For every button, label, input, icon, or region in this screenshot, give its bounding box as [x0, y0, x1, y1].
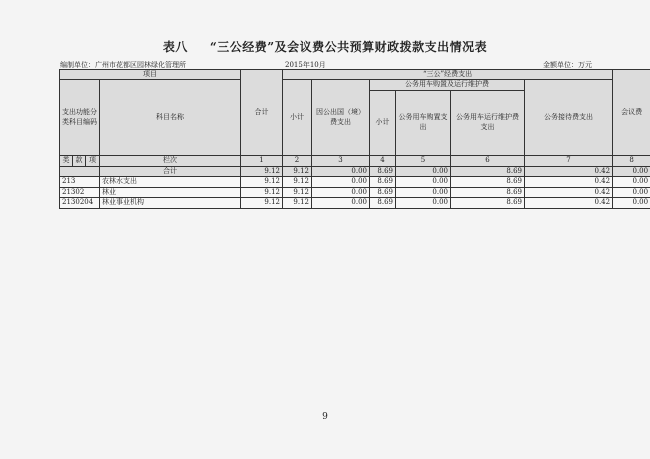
col-number: 4	[370, 155, 396, 166]
row-name: 林业事业机构	[100, 198, 241, 208]
cell-total: 9.12	[241, 166, 283, 176]
header-vehicle-run: 公务用车运行维护费支出	[451, 90, 525, 155]
cell-vehicle-run: 8.69	[451, 198, 525, 208]
cell-meeting: 0.00	[613, 166, 650, 176]
col-number: 1	[241, 155, 283, 166]
report-date: 2015年10月	[285, 61, 326, 69]
header-sangong: “三公”经费支出	[283, 70, 613, 80]
row-code: 21302	[60, 187, 100, 197]
col-number: 8	[613, 155, 650, 166]
cell-vehicle-run: 8.69	[451, 166, 525, 176]
compiling-unit: 编制单位：广州市花都区园林绿化管理所	[60, 61, 186, 69]
table-number: 表八	[162, 40, 188, 54]
header-lei: 类	[60, 155, 73, 166]
cell-meeting: 0.00	[613, 177, 650, 187]
header-lanci: 栏次	[100, 155, 241, 166]
header-subject-name: 科目名称	[100, 80, 241, 155]
table-title: “三公经费”及会议费公共预算财政拨款支出情况表	[209, 40, 488, 54]
cell-reception: 0.42	[525, 177, 613, 187]
header-func-code: 支出功能分类科目编码	[60, 80, 100, 155]
header-vehicle-subtotal: 小计	[370, 90, 396, 155]
cell-vehicle-subtotal: 8.69	[370, 177, 396, 187]
money-unit: 金额单位：万元	[543, 61, 592, 69]
cell-reception: 0.42	[525, 187, 613, 197]
col-number: 6	[451, 155, 525, 166]
page-title	[0, 38, 650, 55]
cell-abroad: 0.00	[312, 198, 370, 208]
row-name: 林业	[100, 187, 241, 197]
col-number: 2	[283, 155, 312, 166]
cell-vehicle-purchase: 0.00	[396, 187, 451, 197]
header-subtotal: 小计	[283, 80, 312, 155]
table-row	[60, 198, 650, 208]
cell-vehicle-run: 8.69	[451, 187, 525, 197]
cell-vehicle-purchase: 0.00	[396, 198, 451, 208]
page-number: 9	[322, 412, 328, 422]
header-vehicle-purchase: 公务用车购置支出	[396, 90, 451, 155]
cell-vehicle-subtotal: 8.69	[370, 166, 396, 176]
cell-vehicle-run: 8.69	[451, 177, 525, 187]
row-name: 合计	[100, 166, 241, 176]
header-item: 项目	[60, 70, 241, 80]
header-vehicle-group: 公务用车购置及运行维护费	[370, 80, 525, 90]
cell-reception: 0.42	[525, 198, 613, 208]
cell-abroad: 0.00	[312, 187, 370, 197]
cell-subtotal: 9.12	[283, 198, 312, 208]
header-kuan: 款	[73, 155, 86, 166]
header-reception: 公务接待费支出	[525, 80, 613, 155]
row-code: 2130204	[60, 198, 100, 208]
header-total: 合计	[241, 70, 283, 156]
cell-meeting: 0.00	[613, 187, 650, 197]
table-row	[60, 187, 650, 197]
header-meeting: 会议费	[613, 70, 650, 156]
cell-total: 9.12	[241, 198, 283, 208]
cell-abroad: 0.00	[312, 177, 370, 187]
col-number: 3	[312, 155, 370, 166]
cell-vehicle-purchase: 0.00	[396, 166, 451, 176]
cell-vehicle-subtotal: 8.69	[370, 198, 396, 208]
cell-total: 9.12	[241, 187, 283, 197]
table-row	[60, 177, 650, 187]
cell-vehicle-purchase: 0.00	[396, 177, 451, 187]
col-number: 5	[396, 155, 451, 166]
table-row-total	[60, 166, 650, 176]
cell-meeting: 0.00	[613, 198, 650, 208]
expenditure-table	[59, 69, 650, 209]
header-xiang: 项	[86, 155, 100, 166]
cell-subtotal: 9.12	[283, 166, 312, 176]
row-code: 213	[60, 177, 100, 187]
cell-subtotal: 9.12	[283, 177, 312, 187]
cell-total: 9.12	[241, 177, 283, 187]
row-code	[60, 166, 100, 176]
row-name: 农林水支出	[100, 177, 241, 187]
header-abroad: 因公出国（境）费支出	[312, 80, 370, 155]
cell-abroad: 0.00	[312, 166, 370, 176]
cell-vehicle-subtotal: 8.69	[370, 187, 396, 197]
cell-reception: 0.42	[525, 166, 613, 176]
col-number: 7	[525, 155, 613, 166]
cell-subtotal: 9.12	[283, 187, 312, 197]
